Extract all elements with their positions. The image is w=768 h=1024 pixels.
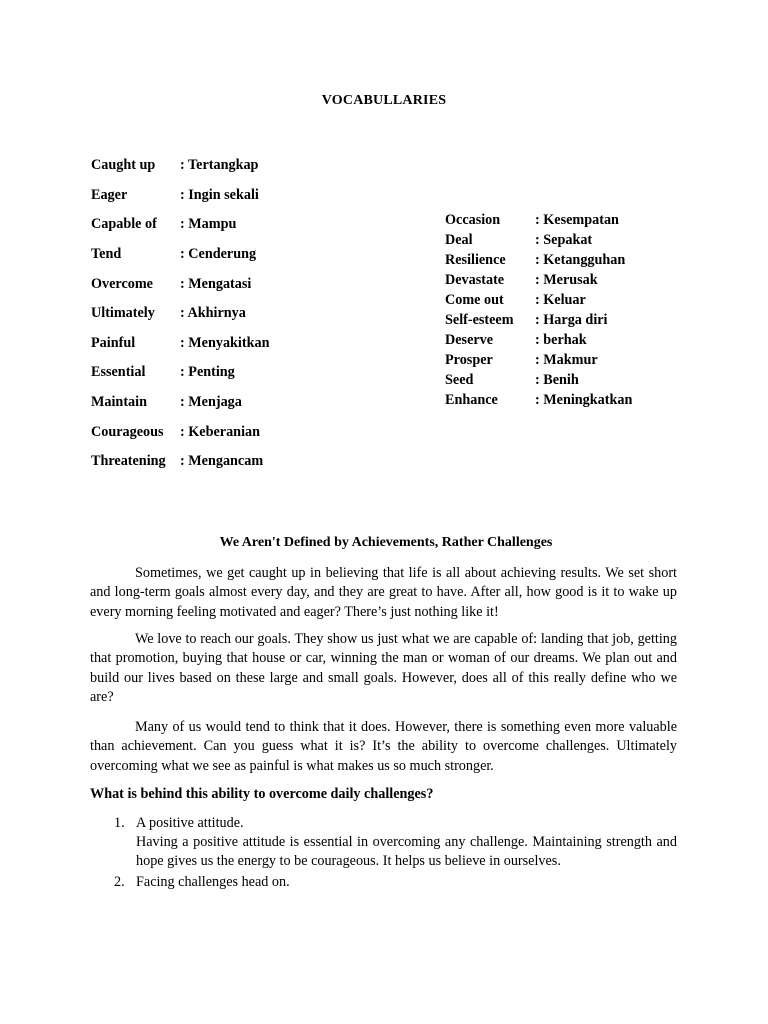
paragraph-text: Sometimes, we get caught up in believing that life is all about achieving results. We set short and long-term goals almost every day, and they are great to have. After all, how good is it to wake up every morning feeling motivated and eager? There’s just nothing like it! xyxy=(90,565,677,620)
vocab-meaning: : Mampu xyxy=(180,216,237,233)
list-number: 1. xyxy=(114,815,125,831)
vocab-term: Deal xyxy=(445,231,473,248)
paragraph-text: We love to reach our goals. They show us just what we are capable of: landing that job, getting that promotion, buying that house or car, winning the man or woman of our dreams. We plan out and build our lives based on these large and small goals. However, does all of this really define who we are? xyxy=(90,631,677,705)
vocab-row xyxy=(445,350,632,370)
vocab-term: Prosper xyxy=(445,351,493,368)
vocab-meaning: : Mengatasi xyxy=(180,275,252,292)
article-title: We Aren't Defined by Achievements, Rather Challenges xyxy=(219,535,553,550)
numbered-list xyxy=(90,814,677,892)
vocab-meaning: : Ingin sekali xyxy=(180,186,259,203)
list-item xyxy=(90,873,677,892)
vocab-term: Overcome xyxy=(91,275,153,292)
vocab-term: Enhance xyxy=(445,391,498,408)
vocab-term: Come out xyxy=(445,291,504,308)
vocab-term: Eager xyxy=(91,186,128,203)
article-paragraph-1 xyxy=(90,564,677,622)
paragraph-text: Many of us would tend to think that it does. However, there is something even more valuable than achievement. Can you guess what it is? It’s the ability to overcome challenges. Ultimately overcoming what we see as painful is what makes us so much stronger. xyxy=(90,719,677,774)
vocab-term: Capable of xyxy=(91,216,157,233)
vocab-row xyxy=(91,181,269,211)
section-question-heading: What is behind this ability to overcome daily challenges? xyxy=(90,786,434,802)
vocab-row xyxy=(91,358,269,388)
article-paragraph-2 xyxy=(90,630,677,707)
vocab-row xyxy=(445,370,632,390)
vocab-term: Maintain xyxy=(91,394,147,411)
vocab-term: Ultimately xyxy=(91,305,155,322)
vocab-row xyxy=(445,250,632,270)
vocab-term: Occasion xyxy=(445,211,501,228)
vocab-term: Tend xyxy=(91,246,122,263)
vocab-term: Threatening xyxy=(91,453,166,470)
vocab-row xyxy=(91,299,269,329)
list-item-heading: Facing challenges head on. xyxy=(136,874,290,890)
vocab-row xyxy=(91,417,269,447)
vocab-row xyxy=(91,329,269,359)
vocab-term: Courageous xyxy=(91,423,164,440)
vocab-row xyxy=(91,447,269,477)
vocab-row xyxy=(445,390,632,410)
vocab-term: Caught up xyxy=(91,157,156,174)
vocab-meaning: : Kesempatan xyxy=(535,211,619,228)
vocab-meaning: : Harga diri xyxy=(535,311,608,328)
list-item-detail: Having a positive attitude is essential in overcoming any challenge. Maintaining strength and hope gives us the energy to be courageous. It helps us believe in ourselves. xyxy=(136,834,677,869)
vocab-meaning: : Akhirnya xyxy=(180,305,246,322)
vocab-term: Deserve xyxy=(445,331,494,348)
vocab-meaning: : Keluar xyxy=(535,291,586,308)
vocab-meaning: : Menjaga xyxy=(180,394,242,411)
vocab-meaning: : Benih xyxy=(535,371,579,388)
vocab-row xyxy=(91,388,269,418)
vocab-term: Resilience xyxy=(445,251,506,268)
vocab-meaning: : Penting xyxy=(180,364,235,381)
vocab-meaning: : Ketangguhan xyxy=(535,251,626,268)
vocab-meaning: : Menyakitkan xyxy=(180,334,270,351)
vocab-meaning: : Mengancam xyxy=(180,453,264,470)
vocab-term: Self-esteem xyxy=(445,311,514,328)
vocab-term: Devastate xyxy=(445,271,505,288)
vocab-row xyxy=(91,240,269,270)
vocabulary-list-left xyxy=(91,151,269,477)
vocab-row xyxy=(445,290,632,310)
vocab-row xyxy=(445,270,632,290)
vocab-meaning: : Keberanian xyxy=(180,423,260,440)
article-paragraph-3 xyxy=(90,718,677,776)
vocabulary-list-right xyxy=(445,210,632,410)
vocab-term: Seed xyxy=(445,371,474,388)
vocab-meaning: : Makmur xyxy=(535,351,598,368)
list-item xyxy=(90,814,677,871)
vocab-row xyxy=(445,310,632,330)
vocab-meaning: : berhak xyxy=(535,331,587,348)
vocab-term: Painful xyxy=(91,334,136,351)
vocab-meaning: : Meningkatkan xyxy=(535,391,633,408)
vocab-row xyxy=(91,210,269,240)
vocab-row xyxy=(91,151,269,181)
vocab-meaning: : Cenderung xyxy=(180,246,257,263)
vocab-row xyxy=(445,210,632,230)
vocab-meaning: : Merusak xyxy=(535,271,598,288)
vocab-meaning: : Sepakat xyxy=(535,231,593,248)
list-item-heading: A positive attitude. xyxy=(136,815,244,831)
vocab-row xyxy=(445,330,632,350)
vocab-term: Essential xyxy=(91,364,146,381)
list-number: 2. xyxy=(114,874,125,890)
vocab-meaning: : Tertangkap xyxy=(180,157,259,174)
document-title: VOCABULLARIES xyxy=(321,93,447,108)
vocab-row xyxy=(91,269,269,299)
vocab-row xyxy=(445,230,632,250)
